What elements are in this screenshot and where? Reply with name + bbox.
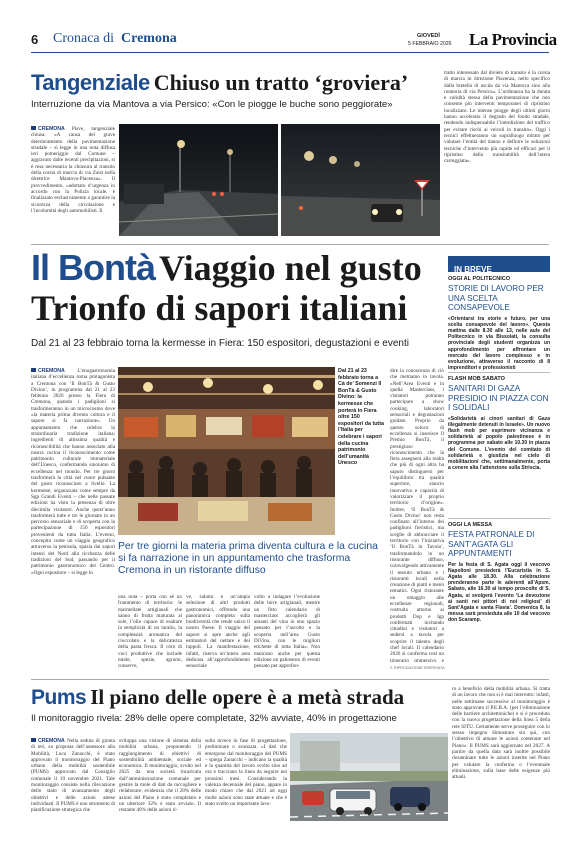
rainy-traffic-photo-icon <box>281 124 440 236</box>
article1-body-left-text: Pisve, tangenziale chiusa. «A causa del grave deterioramento della pavimentazione stradale – si legge in una nota diffusa ieri pomeriggio dal Comune – aggravato dalle recenti precipitazioni, si è resa necessaria la chiusura al transito della corsia di marcia di via Zaist nella direttrice Mantova-Piacenza». Il provvedimento, «adottato d’urgenza in accordo con la Polizia locale, è finalizzato esclusivamente a garantire la sicurezza della circolazione e l’incolumità degli automobilisti. Il <box>31 126 115 214</box>
fair-crowd-photo-icon <box>118 367 335 535</box>
article2-body-col3: ve, salumi e un’ampia selezione di altri prodotti gastronomici, offrendo una panoramica completa sulla biodiversità che rende unico il nostro Paese. Il viaggio del sapore si apre anche agli estimatori del nettare e dei luppoli. La manifestazione, infatti, riserva un’intera area dedicata all’approfondimento sensoriale <box>186 594 250 670</box>
masthead-logo: La Provincia <box>469 30 557 49</box>
article3-body-col1-text: Nella seduta di giunta di ieri, su proposta dell’assessore alla Mobilità, Luca Zanacchi, è stato approvato il monitoraggio del Piano urbano della mobilità sostenibile (PUMS) approvato dal Consiglio comunale il 19 novembre 2021. Tale monitoraggio consiste nella rilevazione dello stato di avanzamento degli obiettivi e delle azioni attese individuati. Il PUMS è uno strumento di pianificazione strategica che <box>31 738 115 814</box>
article1-body-right: tratto interessato dal divieto di transito è la corsia di marcia in direzione Piacenza, nello specifico dalla bretella di uscita da via Mantova sino alla rotatoria di via Persico». L’ordinanza ha la durata e validità stessa della pavimentazione che non consente più interventi temporanei di ripristino localizzato. Le intense piogge degli ultimi giorni hanno accelerato il degrado del fondo stradale, rendendo indispensabile l’interdizione del traffico per evitare rischi ai veicoli in transito». Oggi i tecnici effettueranno un sopralluogo mirato per valutare l’entità del danno e definire le soluzioni tecniche d’intervento più rapide ed efficaci per il ripristino della transitabilità dell’intera carreggiata». <box>444 70 550 165</box>
weekday: GIOVEDÌ <box>417 33 440 39</box>
section-prefix: Cronaca di <box>53 31 115 46</box>
sidebar-divider <box>448 372 550 373</box>
sidebar <box>448 256 550 672</box>
article1-subtitle: Interruzione da via Mantova a via Persico: «Con le piogge le buche sono peggiorate» <box>31 99 393 110</box>
sidebar-item-title: FESTA PATRONALE DI SANT’AGATA GLI APPUNTAMENTI <box>448 530 535 558</box>
article2-body-col4: volto a indagare l’evoluzione delle birre artigianali, mentre un fitto calendario di masterclass accoglierà gli amanti del vino in uno spazio pensato per l’ascolto e la scoperta nell’area Gusto DiVino, con le migliori etichette di tutta Italia». Non mancano anche per questa edizione un palinsesto di eventi pensato per approfon- <box>254 594 320 670</box>
article1-body-left <box>31 126 115 236</box>
article2-dateline: CREMONA <box>31 368 65 374</box>
article2-subtitle: Dal 21 al 23 febbraio torna la kermesse in Fiera: 150 espositori, degustazioni e eventi <box>31 338 409 349</box>
article3-dateline: CREMONA <box>31 738 65 744</box>
article2-body-col1 <box>31 368 115 670</box>
article3-body-right: ro a beneficio della mobilità urbana. Si tratta di un lavoro che non si è mai interrotto: infatti, nelle settimane successive al monitoraggio è stato approvato il P.E.B.A. (per l’eliminazione delle barriere architettoniche) e si è proceduto con la nuova progettazione della linea 5 della rete SITU. Certamente serve proseguire con lo stesso impegno dimostrato sin qui, con l’obiettivo di attuare le azioni contenute nel Piano». Il PUMS sarà aggiornato nel 2027. A partire da quella data sarà inoltre possibile riesaminare tutte le azioni inserite nel Piano per valutare la conferma o l’eventuale eliminazione, sulla base delle esigenze più attuali. <box>452 686 550 781</box>
article1-title: Chiuso un tratto ‘groviera’ <box>153 70 409 95</box>
sidebar-item-body: Per la festa di S. Agata oggi il vescovo Napolioni presiederà l’Eucaristia in S. Agata alle 18.30. Alla celebrazione prenderanno parte le aderenti all’Apsm. Sabato, alle 16.30 al tempo proscolte di S. Agata, si svolgerà l’evento ‘La devozione ai santi nei pittori di noi religiosi’ di Sant’Agata e santa Flavia’. Domenica 8, la messa sarà presieduta alle 10 dal vescovo don Scaramp. <box>448 561 550 624</box>
article3-kicker: Pums <box>31 686 87 709</box>
article3-body-col3: sulta invece in fase di progettazione, preliminare o avanzata. «I dati che emergono dal monitoraggio del PUMS – spiega Zanacchi – indicano la qualità e la quantità del lavoro svolto sino ad ora e tracciano la linea da seguire nei prossimi mesi. Considerando la valenza decennale del piano, appare in modo chiaro che dal 2021 ad oggi molte azioni sono state attuate e che è stato svolto un importante lavo- <box>205 738 287 807</box>
article3-headline <box>31 685 451 711</box>
article3-body-col2: sviluppa una visione di sistema della mobilità urbana, proponendo il raggiungimento di obiettivi di sostenibilità ambientale, sociale ed economica. Il monitoraggio, svolto nel 2025 da una società incaricata dall’amministrazione comunale per gestire la mole di dati da raccogliere e rielaborare, evidenzia che il 28% delle azioni del Piano è stato completato e un ulteriore 32% è stato avviato. Il restante 40% delle azioni ri- <box>119 738 201 814</box>
sidebar-item <box>448 522 550 672</box>
sidebar-item-body: «Orientarsi tra storie e futuro, per una scelta consapevole del lavoro». Questa mattina dalle 8.30 alle 13, nelle aule del Politecnico in via Bissolati, la consulta provinciale degli studenti organizza un approfondimento per affrontare un mercato del lavoro complesso e in evoluzione, attraverso il racconto di 8 imprenditori e professionisti <box>448 315 550 372</box>
sidebar-item-tag: OGGI LA MESSA <box>448 522 493 528</box>
article1-headline <box>31 70 451 98</box>
divider-1 <box>31 244 549 245</box>
section-city: Cremona <box>121 31 177 46</box>
article1-kicker: Tangenziale <box>31 70 150 95</box>
sidebar-item-tag: OGGI AL POLITECNICO <box>448 276 511 282</box>
sidebar-header-label: IN BREVE <box>454 265 492 274</box>
sidebar-divider <box>448 518 550 519</box>
article2-body-col2: una nota – porta con sé un frammento di territorio: le marmellate artigianali che sanno di frutta maturata al sole, l’olio capace di esaltare la semplicità di un taralio, la complessità aromatica del cioccolato e la delicatezza della pasta fresca. Il coro di voci produttive che include miele, spezie, agrumi, conserve, <box>118 594 182 670</box>
article3-subtitle: Il monitoraggio rivela: 28% delle opere completate, 32% avviate, 40% in progettazione <box>31 713 397 724</box>
article2-body-col1-text: L’enogastronomia italiana d’eccellenza torna protagonista a Cremona con ‘Il BonTà & Gusto Divino’, in programma dal 21 al 23 febbraio 2026 presso la Fiera di Cremona, quando i padiglioni si trasformeranno in un microcosmo dove «la materia prima diventa cultura e il sapore si fa narrazione». Un appuntamento che celebra la straordinaria tradizione italiana: ingredienti di altissima qualità e riconoscibilità che hanno associato alla nostra cucina il riconoscimento come patrimonio culturale immateriale dell’Unesco, confermando sinonimo di eccellenza nel mondo. Per tre giorni trasformerà la città nel cuore pulsante del gusto riconosciuto a livello. La kermesse, organizzata come sempre da Sgp Grandi Eventi – che nelle passate edizioni ha visto la presenza di oltre diecimila visitatori. Anche quest’anno trasformerà tutte e tre le giornate in un percorso sensoriale e di scoperta con la partecipazione di 150 espositori provenienti da tutta Italia. L’evento, concepito come un viaggio geografico attraverso la penisola, spazia dai sapori intensi del Nord alla ricchezza delle tradizioni del Sud, passando per il patrimonio gastronomico del Centro. «Ogni espositore – si legge in <box>31 368 115 576</box>
sidebar-item-title: SANITARI DI GAZA PRESIDIO IN PIAZZA CON I SOLIDALI <box>448 384 549 412</box>
article2-pullquote: Per tre giorni la materia prima diventa cultura e la cucina si fa narrazione in un appuntamento che trasforma Cremona in un ristorante diffuso <box>118 541 378 576</box>
article1-photo-right <box>281 124 440 236</box>
street-traffic-photo-icon <box>290 733 448 821</box>
article1-photo-left <box>119 124 278 236</box>
article2-body-col5: dire la conoscenza di ciò che mettiamo in tavola. «Nell’Area Eventi e in quella Masterclass, i visitatori potranno partecipare a show cooking, laboratori sensoriali e degustazioni guidate. Proprio da questo soloco di eccellenza si inserisce Il Premio BonTà, il prestigioso riconoscimento che la fiera assegnerà alla realtà che più di ogni altra ha saputo distinguersi per l’equilibrio tra qualità superiore, slancio innovativo e capacità di valorizzare il proprio territorio d’origine». Inoltre, ‘Il BonTà & Gusto Divino’ non resta confinato all’interno dei padiglioni fieristici, ma sceglie di abbracciare il territorio con l’iniziativa ‘Il BonTà in Tavola’, trasformandolo in un ristorante diffuso, coinvolgendo attivamente il tessuto urbano e i ristoranti locali nella creazione di piatti e menù tematici. Ogni ristorante un omaggio alle eccellenze regionali, costruita attorno ai prodotti Dop e Igp confermati invitando cittadini e visitatori a sedersi a tavola per scoprire il talento degli chef locali. Il calendario 2026 si conferma così un itinerario immersivo e <box>390 368 444 664</box>
article2-title-line1: Viaggio nel gusto <box>159 248 422 288</box>
divider-2 <box>31 679 549 680</box>
header-rule <box>31 52 549 53</box>
article3-body-col1 <box>31 738 115 820</box>
article2-title-line2: Trionfo di sapori italiani <box>31 288 408 328</box>
article3-photo <box>290 733 448 821</box>
article2-byline: © RIPRODUZIONE RISERVATA <box>390 666 445 670</box>
date: 5 FEBBRAIO 2026 <box>408 41 452 47</box>
article2-kicker: Il Bontà <box>31 247 155 288</box>
sidebar-item <box>448 376 550 518</box>
sidebar-header <box>448 256 550 272</box>
article2-photo <box>118 367 335 535</box>
night-road-photo-icon <box>119 124 278 236</box>
article2-caption: Dal 21 al 23 febbraio torna a Cà de’ Somenzi Il BonTà & Gusto Divino: la kermesse che porterà in Fiera oltre 150 espositori da tutta l’Italia per celebrare i sapori della cucina patrimonio dell’umanità Unesco <box>338 368 384 467</box>
sidebar-item-body: «Solidarietà ai cinori sanitari di Gaza illegalmente detenuti in Israele». Un nuovo flash mob per esprimere vicinanza e solidarietà al popolo palestinese è in programma per sabato alle 10.30 in piazza del Comune. L’evento del comitato di solidarietà e giustizia nel cielo di mobilitazioni che, settimanalmente, porta a cenere alta l’attenzione sulla Striscia. <box>448 415 550 472</box>
page-number: 6 <box>31 32 39 47</box>
page-header <box>0 30 580 54</box>
sidebar-item-title: STORIE DI LAVORO PER UNA SCELTA CONSAPEVOLE <box>448 284 544 312</box>
article1-dateline: CREMONA <box>31 126 65 132</box>
article3-title: Il piano delle opere è a metà strada <box>90 685 405 709</box>
sidebar-item-tag: FLASH MOB SABATO <box>448 376 505 382</box>
article2-headline <box>31 247 441 329</box>
